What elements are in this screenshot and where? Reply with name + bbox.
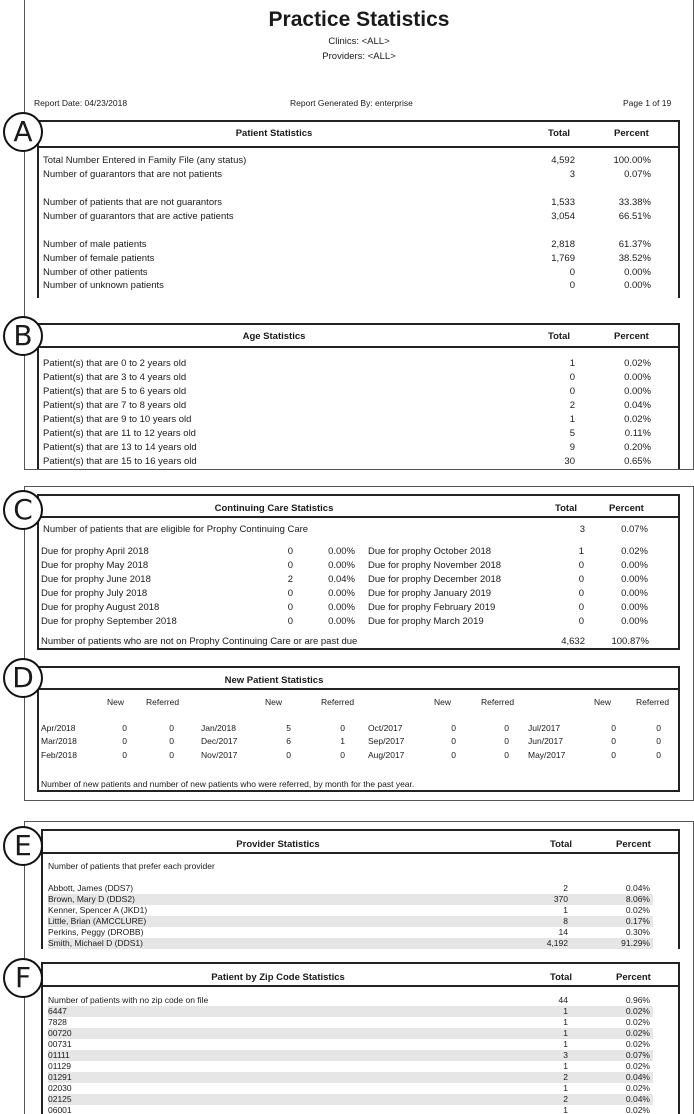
- provider-header-rule: [43, 852, 678, 854]
- callout-badge-e: E: [3, 826, 43, 866]
- zip-row: 01291 2 0.04%: [48, 1072, 653, 1083]
- provider-row: Abbott, James (DDS7) 2 0.04%: [48, 883, 650, 893]
- report-title: Practice Statistics: [268, 8, 450, 31]
- age-stat-row: Patient(s) that are 5 to 6 years old 0 0.00%: [43, 386, 651, 397]
- age-stat-row: Patient(s) that are 9 to 10 years old 1 0.02%: [43, 414, 651, 425]
- cc-due-row: Due for prophy March 2019 0 0.00%: [368, 616, 648, 627]
- cc-due-row: Due for prophy February 2019 0 0.00%: [368, 602, 648, 613]
- cc-due-row: Due for prophy April 2018 0 0.00%: [41, 546, 355, 557]
- np-month-row: Nov/2017 0 0: [201, 750, 345, 760]
- age-stat-row: Patient(s) that are 3 to 4 years old 0 0.00%: [43, 372, 651, 383]
- cc-title: Continuing Care Statistics: [214, 503, 334, 514]
- np-title: New Patient Statistics: [224, 675, 324, 686]
- cc-due-row: Due for prophy December 2018 0 0.00%: [368, 574, 648, 585]
- patient-stats-header-rule: [39, 146, 680, 148]
- patient-stat-row: Number of unknown patients 0 0.00%: [43, 280, 651, 291]
- np-month-row: Aug/2017 0 0: [368, 750, 509, 760]
- cc-due-row: Due for prophy October 2018 1 0.02%: [368, 546, 648, 557]
- report-clinics: Clinics: <ALL>: [328, 36, 390, 47]
- patient-stat-row: Number of guarantors that are not patients 3 0.07%: [43, 169, 651, 180]
- age-stat-row: Patient(s) that are 15 to 16 years old 30 0.65%: [43, 456, 651, 467]
- zip-row: Number of patients with no zip code on file 44 0.96%: [48, 995, 650, 1005]
- np-col-referred: Referred: [321, 697, 355, 707]
- np-col-referred: Referred: [481, 697, 515, 707]
- zip-col-total: Total: [550, 972, 572, 983]
- age-stat-row: Patient(s) that are 0 to 2 years old 1 0.02%: [43, 358, 651, 369]
- provider-col-percent: Percent: [616, 839, 651, 850]
- cc-due-row: Due for prophy June 2018 2 0.04%: [41, 574, 355, 585]
- cc-not-on-row: Number of patients who are not on Prophy Continuing Care or are past due 4,632 100.87%: [41, 636, 649, 647]
- zip-col-percent: Percent: [616, 972, 651, 983]
- cc-due-row: Due for prophy January 2019 0 0.00%: [368, 588, 648, 599]
- age-stat-row: Patient(s) that are 7 to 8 years old 2 0.04%: [43, 400, 651, 411]
- zip-header-rule: [43, 985, 678, 987]
- zip-row: 01129 1 0.02%: [48, 1061, 650, 1071]
- patient-stats-title: Patient Statistics: [235, 128, 313, 139]
- zip-title: Patient by Zip Code Statistics: [211, 972, 345, 983]
- np-col-new: New: [594, 697, 612, 707]
- provider-subtitle: Number of patients that prefer each provider: [48, 861, 215, 871]
- zip-row: 7828 1 0.02%: [48, 1017, 650, 1027]
- patient-statistics-section: [37, 120, 680, 298]
- np-col-referred: Referred: [146, 697, 180, 707]
- provider-row: Smith, Michael D (DDS1) 4,192 91.29%: [48, 938, 653, 949]
- np-month-row: Oct/2017 0 0: [368, 723, 509, 733]
- callout-badge-c: C: [3, 490, 43, 530]
- report-date: Report Date: 04/23/2018: [34, 98, 128, 108]
- np-col-new: New: [434, 697, 452, 707]
- zip-row: 02125 2 0.04%: [48, 1094, 653, 1105]
- provider-row: Perkins, Peggy (DROBB) 14 0.30%: [48, 927, 650, 937]
- callout-badge-d: D: [3, 658, 43, 698]
- cc-due-row: Due for prophy November 2018 0 0.00%: [368, 560, 648, 571]
- np-month-row: Sep/2017 0 0: [368, 736, 509, 746]
- patient-stats-right-edge: [678, 120, 680, 298]
- zip-row: 6447 1 0.02%: [48, 1006, 653, 1017]
- cc-due-row: Due for prophy July 2018 0 0.00%: [41, 588, 355, 599]
- patient-stats-col-total: Total: [548, 128, 570, 139]
- np-col-new: New: [265, 697, 283, 707]
- age-stats-title: Age Statistics: [242, 331, 306, 342]
- patient-stats-col-percent: Percent: [614, 128, 649, 139]
- provider-statistics-section: [41, 829, 680, 949]
- cc-col-percent: Percent: [609, 503, 644, 514]
- new-patient-section: [37, 666, 680, 792]
- np-month-row: May/2017 0 0: [528, 750, 661, 760]
- age-stats-col-percent: Percent: [614, 331, 649, 342]
- zip-row: 06001 1 0.02%: [48, 1105, 650, 1114]
- age-stats-header-rule: [39, 346, 678, 348]
- np-month-row: Apr/2018 0 0: [41, 723, 174, 733]
- zip-row: 02030 1 0.02%: [48, 1083, 650, 1093]
- provider-row: Brown, Mary D (DDS2) 370 8.06%: [48, 894, 653, 905]
- np-month-row: Dec/2017 6 1: [201, 736, 345, 746]
- callout-badge-f: F: [3, 958, 43, 998]
- np-month-row: Feb/2018 0 0: [41, 750, 174, 760]
- report-providers: Providers: <ALL>: [322, 51, 396, 62]
- report-page-number: Page 1 of 19: [623, 98, 672, 108]
- zip-row: 00720 1 0.02%: [48, 1028, 653, 1039]
- provider-row: Little, Brian (AMCCLURE) 8 0.17%: [48, 916, 653, 927]
- cc-due-row: Due for prophy September 2018 0 0.00%: [41, 616, 355, 627]
- continuing-care-section: [37, 494, 680, 650]
- callout-badge-b: B: [3, 316, 43, 356]
- np-month-row: Mar/2018 0 0: [41, 736, 174, 746]
- cc-eligible-row: Number of patients that are eligible for Prophy Continuing Care 3 0.07%: [43, 524, 648, 535]
- np-month-row: Jul/2017 0 0: [528, 723, 661, 733]
- report-generated-by: Report Generated By: enterprise: [290, 98, 413, 108]
- provider-row: Kenner, Spencer A (JKD1) 1 0.02%: [48, 905, 650, 915]
- np-col-referred: Referred: [636, 697, 670, 707]
- np-month-row: Jan/2018 5 0: [201, 723, 345, 733]
- zip-statistics-section: [41, 962, 680, 1114]
- np-header-rule: [39, 688, 678, 690]
- np-col-new: New: [107, 697, 125, 707]
- np-month-row: Jun/2017 0 0: [528, 736, 661, 746]
- patient-stat-row: Total Number Entered in Family File (any status) 4,592 100.00%: [43, 155, 651, 166]
- cc-due-row: Due for prophy August 2018 0 0.00%: [41, 602, 355, 613]
- cc-header-rule: [39, 516, 678, 518]
- callout-badge-a: A: [3, 112, 43, 152]
- patient-stat-row: Number of guarantors that are active patients 3,054 66.51%: [43, 211, 651, 222]
- cc-due-row: Due for prophy May 2018 0 0.00%: [41, 560, 355, 571]
- age-stat-row: Patient(s) that are 11 to 12 years old 5 0.11%: [43, 428, 651, 439]
- np-footnote: Number of new patients and number of new patients who were referred, by month for the past year.: [41, 779, 415, 789]
- zip-row: 01111 3 0.07%: [48, 1050, 653, 1061]
- age-statistics-section: [37, 323, 680, 469]
- patient-stat-row: Number of male patients 2,818 61.37%: [43, 239, 651, 250]
- provider-title: Provider Statistics: [236, 839, 320, 850]
- zip-row: 00731 1 0.02%: [48, 1039, 650, 1049]
- cc-col-total: Total: [555, 503, 577, 514]
- patient-stat-row: Number of female patients 1,769 38.52%: [43, 253, 651, 264]
- age-stat-row: Patient(s) that are 13 to 14 years old 9 0.20%: [43, 442, 651, 453]
- patient-stat-row: Number of other patients 0 0.00%: [43, 267, 651, 278]
- provider-col-total: Total: [550, 839, 572, 850]
- patient-stat-row: Number of patients that are not guarantors 1,533 33.38%: [43, 197, 651, 208]
- age-stats-col-total: Total: [548, 331, 570, 342]
